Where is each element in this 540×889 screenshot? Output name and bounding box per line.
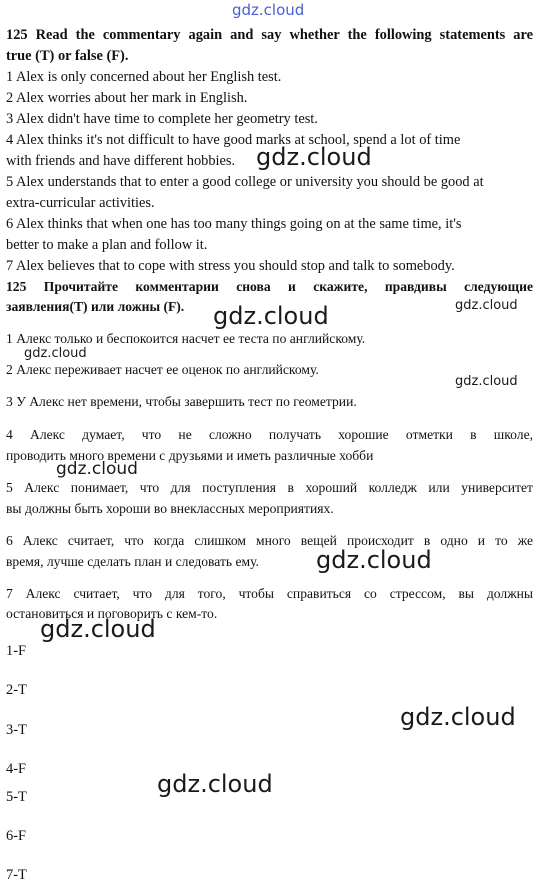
- watermark: gdz.cloud: [455, 374, 518, 389]
- statement-en-5-cont: extra-curricular activities.: [6, 195, 155, 211]
- exercise-title-ru-cont: заявления(T) или ложны (F).: [6, 299, 185, 314]
- statement-en-4-cont: with friends and have different hobbies.: [6, 153, 236, 169]
- statement-ru-1: 1 Алекс только и беспокоится насчет ее теста по английскому.: [6, 331, 366, 346]
- exercise-title-ru: 125 Прочитайте комментарии снова и скажите, правдивы следующие: [6, 279, 533, 294]
- watermark: gdz.cloud: [56, 459, 138, 479]
- statement-ru-4: 4 Алекс думает, что не сложно получать хорошие отметки в школе,: [6, 427, 533, 442]
- statement-ru-7: 7 Алекс считает, что для того, чтобы справиться со стрессом, вы должны: [6, 586, 533, 601]
- answer-7: 7-T: [6, 867, 27, 883]
- statement-en-6-cont: better to make a plan and follow it.: [6, 237, 208, 253]
- watermark: gdz.cloud: [400, 703, 516, 731]
- answer-2: 2-T: [6, 682, 27, 698]
- answer-4: 4-F: [6, 761, 26, 777]
- statement-en-4: 4 Alex thinks it's not difficult to have good marks at school, spend a lot of time: [6, 132, 461, 148]
- watermark: gdz.cloud: [40, 615, 156, 643]
- statement-ru-2: 2 Алекс переживает насчет ее оценок по английскому.: [6, 362, 319, 377]
- statement-en-2: 2 Alex worries about her mark in English.: [6, 90, 248, 106]
- exercise-title-en-cont: true (T) or false (F).: [6, 48, 129, 64]
- watermark: gdz.cloud: [157, 770, 273, 798]
- watermark: gdz.cloud: [24, 346, 87, 361]
- exercise-title-en: 125 Read the commentary again and say whether the following statements are: [6, 27, 533, 43]
- watermark-top: gdz.cloud: [232, 1, 305, 19]
- answer-5: 5-T: [6, 789, 27, 805]
- watermark: gdz.cloud: [316, 546, 432, 574]
- watermark: gdz.cloud: [213, 302, 329, 330]
- statement-en-7: 7 Alex believes that to cope with stress you should stop and talk to somebody.: [6, 258, 455, 274]
- answer-6: 6-F: [6, 828, 26, 844]
- watermark: gdz.cloud: [256, 143, 372, 171]
- statement-en-1: 1 Alex is only concerned about her English test.: [6, 69, 282, 85]
- statement-ru-4-cont: проводить много времени с друзьями и иметь различные хобби: [6, 448, 374, 463]
- statement-ru-6-cont: время, лучше сделать план и следовать ему.: [6, 554, 259, 569]
- statement-ru-5: 5 Алекс понимает, что для поступления в хороший колледж или университет: [6, 480, 533, 495]
- statement-ru-6: 6 Алекс считает, что когда слишком много вещей происходит в одно и то же: [6, 533, 533, 548]
- statement-ru-7-cont: остановиться и поговорить с кем-то.: [6, 606, 218, 621]
- statement-en-3: 3 Alex didn't have time to complete her geometry test.: [6, 111, 318, 127]
- answer-3: 3-T: [6, 722, 27, 738]
- statement-ru-3: 3 У Алекс нет времени, чтобы завершить тест по геометрии.: [6, 394, 357, 409]
- watermark: gdz.cloud: [455, 298, 518, 313]
- answer-1: 1-F: [6, 643, 26, 659]
- statement-en-5: 5 Alex understands that to enter a good college or university you should be good at: [6, 174, 484, 190]
- statement-en-6: 6 Alex thinks that when one has too many things going on at the same time, it's: [6, 216, 462, 232]
- statement-ru-5-cont: вы должны быть хороши во внеклассных мероприятиях.: [6, 501, 334, 516]
